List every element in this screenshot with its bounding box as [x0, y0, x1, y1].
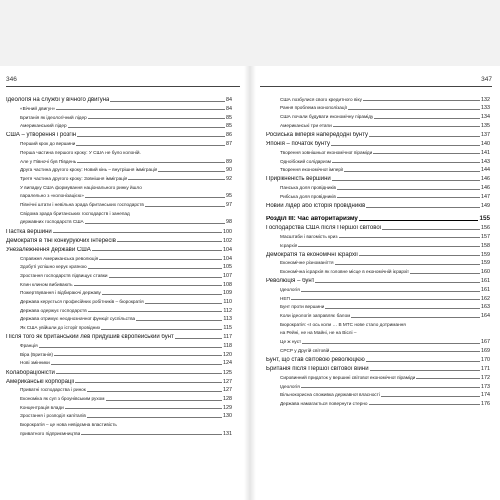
toc-entry-title: Зростання господарств підвищує ставки [20, 272, 108, 278]
toc-entry-title: Держава отримує неоднозначної функції суспільства [20, 316, 136, 322]
toc-entry-title: Держава одержує господарств [20, 307, 87, 313]
header-rule [260, 86, 492, 87]
toc-page-number: 161 [481, 278, 490, 285]
toc-entry-title: Сировинний придаток у вершині світової економічної піраміди [280, 374, 416, 380]
toc-leader [51, 364, 222, 365]
toc-chapter [6, 366, 232, 375]
toc-entry-title: У випадку США формування національного ринку йшло [20, 184, 142, 190]
toc-page-number: 118 [223, 342, 232, 349]
toc-subentry [266, 293, 490, 302]
toc-subentry [266, 120, 490, 129]
toc-page-number: 89 [226, 158, 232, 165]
toc-entry-title: Але у Півночі був Південь [20, 158, 77, 164]
toc-leader [333, 126, 480, 127]
toc-entry-title: Бюрократія – це нова невідємна властивість [20, 422, 117, 428]
toc-subentry [6, 314, 232, 323]
toc-subentry [6, 402, 232, 411]
toc-page-number: 167 [481, 339, 490, 346]
toc-page-number: 146 [481, 185, 490, 192]
toc-entry-title: Свідома зрада британських господарств і занепад [20, 210, 130, 216]
toc-entry-title: Держава керується професійних робітників – бюрократія [20, 299, 144, 304]
toc-subentry [6, 173, 232, 182]
toc-entry-title: США почали будувати економічну піраміду [280, 114, 374, 120]
toc-subentry [266, 328, 490, 337]
toc-subentry [6, 411, 232, 420]
toc-page-number: 97 [226, 201, 232, 208]
toc-leader [87, 417, 222, 418]
toc-leader [85, 223, 225, 224]
toc-subentry [266, 310, 490, 319]
toc-subentry [6, 199, 232, 208]
toc-page-number: 135 [481, 122, 490, 129]
toc-page-number: 127 [223, 378, 232, 385]
toc-page-number: 160 [481, 269, 490, 276]
toc-subentry [266, 398, 490, 407]
left-page [0, 66, 250, 500]
toc-leader [291, 299, 480, 300]
toc-chapter [266, 354, 490, 363]
toc-entry-title: США позбулися свого кредитного віку [280, 96, 362, 102]
toc-entry-title: Справжня Американська революція [20, 255, 99, 261]
toc-page-number: 133 [481, 105, 490, 112]
toc-leader [337, 189, 480, 190]
toc-leader [369, 404, 480, 405]
toc-leader [54, 355, 222, 356]
toc-page-number: 141 [481, 149, 490, 156]
toc-leader [331, 145, 480, 146]
toc-page-number: 90 [226, 167, 232, 174]
header-rule [6, 86, 240, 87]
toc-leader [74, 285, 222, 286]
toc-page-number: 124 [223, 360, 232, 367]
toc-subentry [6, 182, 232, 191]
toc-entry-title: Ідеологія [280, 383, 300, 389]
toc-page-number: 95 [226, 193, 232, 200]
toc-subentry [266, 231, 490, 240]
toc-entry-title: Концентрація влади [20, 404, 64, 410]
toc-entry-title: Ієрархія [280, 242, 298, 248]
toc-subentry [6, 296, 232, 305]
toc-subentry [6, 262, 232, 271]
toc-page-number: 110 [223, 299, 232, 305]
toc-entry-title: Ідеологія [280, 286, 300, 292]
toc-chapter [266, 138, 490, 147]
toc-subentry [266, 319, 490, 328]
toc-entry-title: Здобуті успішно керує країною [20, 264, 87, 270]
toc-page-number: 158 [481, 242, 490, 249]
toc-subentry [6, 253, 232, 262]
toc-subentry [6, 147, 232, 156]
toc-page-number: 117 [223, 334, 232, 341]
toc-entry-title: на Рейні, не на Майні, не на Віслі – [280, 330, 357, 336]
toc-entry-title: Японія – початок бунту [266, 141, 331, 148]
toc-subentry [266, 103, 490, 112]
toc-leader [335, 264, 480, 265]
toc-subentry [6, 393, 232, 402]
toc-entry-title: Рибська доля провідників [280, 193, 336, 199]
toc-page-number: 171 [481, 366, 490, 373]
toc-leader [332, 162, 480, 163]
toc-leader [359, 220, 479, 221]
toc-entry-title: Північні штати і невільна зрада британських господарств [20, 201, 144, 207]
toc-entry-title: Перший крок до вершини [20, 141, 76, 147]
toc-subentry [6, 385, 232, 394]
toc-entry-title: Британія як ідеологічний лідер [20, 114, 87, 120]
toc-page-number: 173 [481, 383, 490, 390]
toc-chapter [266, 275, 490, 284]
toc-page-number: 159 [481, 260, 490, 267]
toc-leader [175, 338, 223, 339]
toc-entry-title: Розділ ІІІ: Час авторитаризму [266, 215, 358, 222]
toc-page-number: 161 [481, 286, 490, 293]
toc-leader [53, 232, 222, 233]
toc-leader [56, 373, 222, 374]
toc-leader [298, 246, 480, 247]
toc-page-number: 85 [226, 114, 232, 121]
toc-leader [99, 259, 222, 260]
toc-leader [315, 282, 480, 283]
toc-page-number: 108 [223, 281, 232, 288]
toc-leader [85, 197, 225, 198]
toc-leader [65, 408, 222, 409]
toc-entry-title: Третя частина другого кроку: Зовнішня імміграція [20, 175, 128, 181]
toc-leader [302, 343, 480, 344]
toc-page-number: 169 [481, 347, 490, 354]
toc-subentry [6, 288, 232, 297]
toc-subentry [266, 345, 490, 354]
toc-page-number: 128 [223, 396, 232, 403]
toc-subentry [6, 428, 232, 437]
toc-leader [330, 351, 480, 352]
toc-leader [301, 291, 480, 292]
toc-leader [370, 370, 480, 371]
toc-page-number: 156 [481, 225, 490, 232]
toc-chapter [266, 173, 490, 182]
toc-entry-title: Вільнокорисна споживка державної власності [280, 392, 380, 398]
toc-entry-title: Бюрократія: «І ось коли … В МТС нове стало дотримання [280, 321, 406, 327]
toc-leader [56, 109, 225, 110]
toc-leader [416, 378, 480, 379]
toc-entry-title: Економічна ієрархія як головне місце в економічній ієрархії [280, 269, 409, 275]
toc-entry-title: НЕП [280, 295, 290, 301]
toc-entry-title: Американські корпорації [6, 378, 75, 385]
toc-subentry [266, 266, 490, 275]
toc-leader [366, 361, 480, 362]
toc-leader [87, 391, 222, 392]
toc-leader [351, 317, 480, 318]
toc-leader [88, 311, 223, 312]
table-of-contents [266, 94, 490, 407]
toc-page-number: 144 [481, 167, 490, 174]
toc-entry-title: Економічне різноманіття [280, 260, 334, 266]
toc-subentry [6, 112, 232, 121]
toc-entry-title: Демократія в тіні конкуруючих інтересів [6, 237, 116, 244]
toc-subentry [266, 336, 490, 345]
toc-leader [337, 197, 480, 198]
toc-page-number: 104 [223, 255, 232, 262]
toc-page-number: 100 [223, 228, 232, 235]
toc-leader [301, 387, 480, 388]
toc-leader [348, 109, 480, 110]
toc-subentry [266, 284, 490, 293]
toc-subentry [6, 208, 232, 217]
toc-subentry [6, 419, 232, 428]
toc-entry-title: Бунт проти вершини [280, 304, 325, 310]
toc-leader [145, 206, 225, 207]
toc-leader [339, 237, 480, 238]
toc-page-number: 130 [223, 413, 232, 420]
toc-entry-title: Приватні господарства і ринок [20, 387, 86, 393]
toc-page-number: 137 [481, 131, 490, 138]
toc-entry-title: Новий лідер або історія провідників [266, 202, 366, 209]
toc-entry-title: Американський лідер [20, 123, 67, 129]
toc-leader [344, 171, 480, 172]
toc-leader [68, 127, 225, 128]
toc-page-number: 85 [226, 123, 232, 130]
toc-page-number: 109 [223, 290, 232, 297]
toc-page-number: 174 [481, 392, 490, 399]
toc-page-number: 112 [223, 307, 232, 314]
toc-leader [81, 434, 222, 435]
toc-subentry [266, 302, 490, 311]
toc-page-number: 170 [481, 356, 490, 363]
toc-entry-title: Творення зовнішньої економічної піраміди [280, 149, 373, 155]
toc-chapter [6, 244, 232, 253]
toc-leader [382, 229, 480, 230]
toc-leader [410, 273, 480, 274]
toc-entry-title: Віра (Британія) [20, 351, 53, 357]
toc-chapter [6, 129, 232, 138]
toc-page-number: 86 [226, 132, 232, 139]
toc-subentry [6, 121, 232, 130]
toc-leader [106, 400, 223, 401]
toc-subentry [266, 258, 490, 267]
toc-subentry [266, 147, 490, 156]
toc-entry-title: Рання проблема монополізації [280, 105, 347, 111]
toc-entry-title: Перша частина першого кроку: У США не було колоній. [20, 149, 141, 155]
toc-page-number: 131 [223, 430, 232, 437]
toc-page-number: 127 [223, 387, 232, 394]
toc-chapter [6, 94, 232, 103]
toc-page-number: 157 [481, 233, 490, 240]
toc-page-number: 87 [226, 141, 232, 148]
toc-subentry [6, 270, 232, 279]
toc-page-number: 140 [481, 141, 490, 148]
toc-leader [145, 303, 223, 304]
toc-leader [374, 118, 480, 119]
toc-leader [101, 329, 222, 330]
toc-leader [366, 207, 480, 208]
toc-entry-title: Після того як британський лев придушив європейський бунт [6, 334, 174, 341]
toc-page-number: 129 [223, 404, 232, 411]
toc-leader [76, 145, 225, 146]
toc-entry-title: Франція [20, 342, 38, 348]
toc-subentry [6, 156, 232, 165]
toc-subentry [6, 358, 232, 367]
toc-chapter [266, 363, 490, 372]
toc-page-number: 164 [481, 313, 490, 319]
toc-page-number: 84 [226, 105, 232, 112]
toc-subentry [266, 156, 490, 165]
toc-page-number: 120 [223, 351, 232, 358]
toc-entry-title: Одноібокий солідаризм [280, 158, 332, 164]
toc-subentry [6, 165, 232, 174]
toc-leader [325, 308, 480, 309]
toc-leader [158, 171, 225, 172]
toc-leader [110, 101, 225, 102]
toc-leader [88, 268, 222, 269]
toc-chapter [6, 376, 232, 385]
toc-entry-title: Друга частина другого кроку: Новий кінь – внутрішня імміграція [20, 167, 158, 173]
toc-entry-title: «Вічний двигун» [20, 105, 56, 111]
toc-chapter [266, 129, 490, 138]
toc-page-number: 132 [481, 96, 490, 103]
toc-subentry [6, 103, 232, 112]
toc-entry-title: Держава намагається повернути стерно [280, 400, 368, 406]
toc-entry-title: Коли ідеологія заправляє балом [280, 313, 351, 318]
toc-leader [109, 277, 222, 278]
toc-leader [136, 320, 222, 321]
toc-leader [332, 180, 480, 181]
toc-subentry [266, 240, 490, 249]
toc-leader [363, 100, 480, 101]
toc-entry-title: приватного підприємництва [20, 430, 81, 436]
toc-subentry [6, 322, 232, 331]
toc-entry-title: Нові змінники [20, 360, 50, 366]
toc-page-number: 92 [226, 175, 232, 182]
toc-entry-title: Масштаби і вагомість криз [280, 233, 338, 239]
toc-entry-title: Панська доля провідників [280, 185, 337, 191]
toc-page-number: 125 [223, 369, 232, 376]
toc-entry-title: Бунт, що став світовою революцією [266, 356, 365, 363]
toc-entry-title: Унезалежнення держави США [6, 246, 91, 253]
toc-entry-title: Пожертвування і відбираючі державу [20, 290, 101, 296]
toc-subentry [266, 94, 490, 103]
toc-subentry [266, 182, 490, 191]
toc-entry-title: Прирікненість вершини [266, 176, 331, 183]
toc-chapter [266, 249, 490, 258]
toc-page-number: 159 [481, 251, 490, 258]
toc-subentry [6, 191, 232, 200]
toc-entry-title: Британія після Першої світової війни [266, 366, 369, 373]
toc-page-number: 147 [481, 193, 490, 200]
toc-entry-title: Ідеологія на службі у вічного двигуна [6, 97, 110, 104]
toc-entry-title: Зростання і розподіл капіталів [20, 413, 86, 419]
toc-section [266, 211, 490, 222]
toc-subentry [6, 138, 232, 147]
toc-leader [128, 179, 225, 180]
toc-page-number: 104 [223, 246, 232, 253]
toc-entry-title: Демократія та економічні ієрархії [266, 251, 358, 258]
toc-leader [117, 241, 222, 242]
toc-subentry [6, 279, 232, 288]
toc-subentry [266, 111, 490, 120]
toc-chapter [266, 222, 490, 231]
page-number: 346 [6, 76, 17, 83]
toc-subentry [266, 390, 490, 399]
toc-leader [77, 162, 225, 163]
toc-subentry [266, 381, 490, 390]
page-number: 347 [481, 76, 492, 83]
toc-page-number: 134 [481, 114, 490, 121]
toc-chapter [266, 200, 490, 209]
toc-page-number: 105 [223, 264, 232, 271]
toc-subentry [266, 165, 490, 174]
toc-entry-title: Російська імперія напередодні бунту [266, 131, 369, 138]
toc-entry-title: Як США увійшли до історії провідних [20, 325, 101, 331]
toc-entry-title: США – утворення і розгін [6, 132, 77, 139]
toc-entry-title: Господарства США після Першої світової [266, 225, 382, 232]
toc-leader [92, 250, 222, 251]
toc-page-number: 84 [226, 97, 232, 104]
table-of-contents [6, 94, 232, 437]
toc-entry-title: Колабораціоністи [6, 369, 55, 376]
toc-leader [39, 347, 223, 348]
toc-chapter [6, 331, 232, 340]
toc-leader [102, 294, 222, 295]
toc-page-number: 102 [223, 237, 232, 244]
toc-page-number: 98 [226, 219, 232, 226]
right-page [250, 66, 500, 500]
toc-entry-title: паралельно з «колонізацією» [20, 193, 84, 199]
toc-page-number: 155 [479, 214, 490, 222]
toc-page-number: 149 [481, 202, 490, 209]
toc-leader [373, 153, 480, 154]
toc-subentry [6, 340, 232, 349]
toc-leader [369, 136, 480, 137]
toc-entry-title: Творення економічної імперії [280, 167, 344, 173]
toc-leader [77, 136, 225, 137]
toc-entry-title: Клин клином вибивають [20, 281, 73, 287]
toc-entry-title: СРСР у Другій світовій [280, 347, 330, 353]
toc-entry-title: державних господарств США [20, 219, 84, 225]
toc-page-number: 172 [481, 374, 490, 381]
toc-subentry [6, 217, 232, 226]
toc-subentry [6, 349, 232, 358]
toc-entry-title: Революція – бунт [266, 278, 315, 285]
toc-page-number: 113 [223, 316, 232, 323]
toc-entry-title: Пастка вершини [6, 228, 52, 235]
toc-page-number: 163 [481, 304, 490, 311]
toc-leader [75, 382, 222, 383]
toc-entry-title: Це ж нуст [280, 339, 302, 345]
toc-page-number: 107 [223, 272, 232, 279]
toc-page-number: 162 [481, 295, 490, 302]
toc-chapter [6, 235, 232, 244]
toc-subentry [6, 305, 232, 314]
toc-page-number: 176 [481, 400, 490, 407]
toc-chapter [6, 225, 232, 234]
toc-page-number: 115 [223, 325, 232, 332]
toc-leader [88, 118, 225, 119]
toc-leader [381, 396, 480, 397]
toc-subentry [266, 191, 490, 200]
toc-leader [359, 255, 480, 256]
toc-page-number: 146 [481, 176, 490, 183]
toc-entry-title: Економіка як суп з броунівським рухом [20, 396, 105, 402]
toc-entry-title: Американські три етапи [280, 122, 332, 128]
toc-page-number: 143 [481, 158, 490, 165]
toc-subentry [266, 372, 490, 381]
